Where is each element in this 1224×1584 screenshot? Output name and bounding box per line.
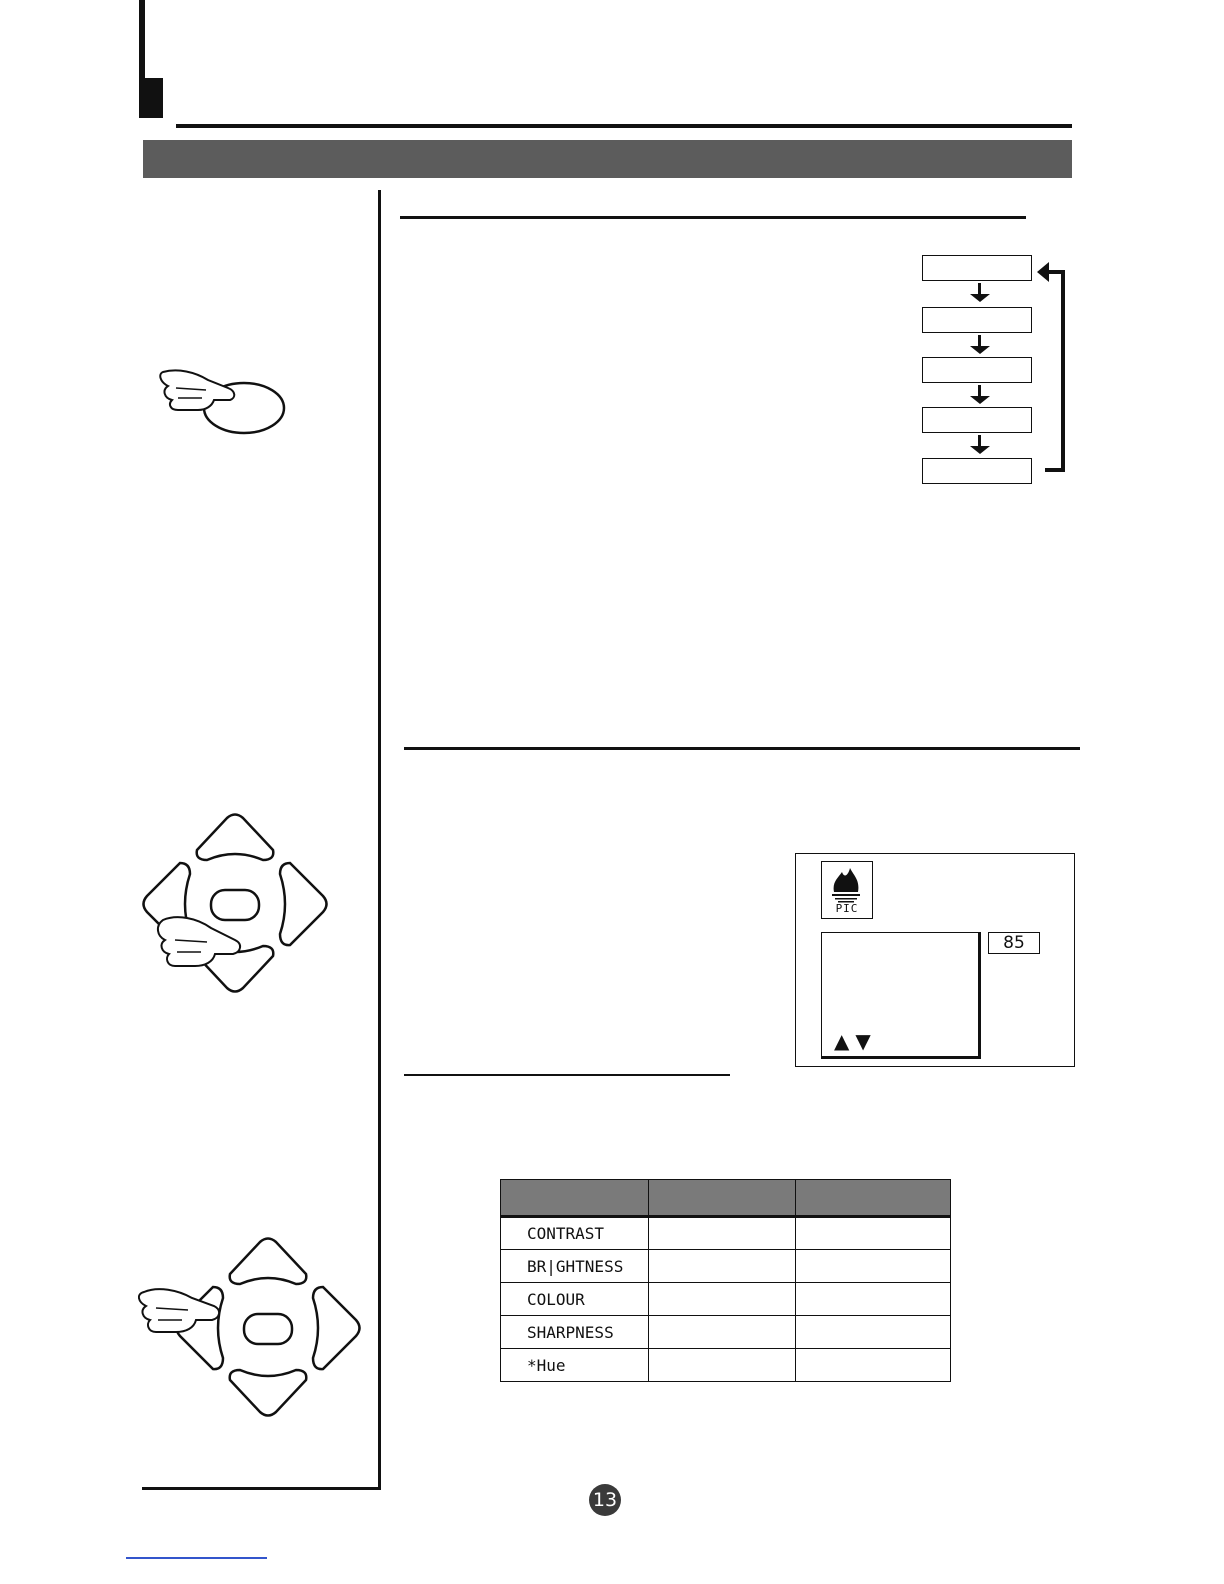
table-header-cell bbox=[649, 1180, 796, 1217]
table-cell bbox=[796, 1349, 951, 1382]
table-cell bbox=[796, 1217, 951, 1250]
up-down-arrows-icon: ▲▼ bbox=[834, 1029, 877, 1053]
down-arrows-icon bbox=[960, 280, 1000, 460]
table-row-label: *Hue bbox=[501, 1349, 649, 1382]
dpad-press-down-icon bbox=[135, 808, 340, 1003]
table-row bbox=[501, 1349, 951, 1382]
table-row bbox=[501, 1250, 951, 1283]
table-header-row bbox=[501, 1180, 951, 1217]
table-cell bbox=[649, 1250, 796, 1283]
sidebar-divider bbox=[378, 190, 381, 1490]
mode-box-5 bbox=[922, 458, 1032, 484]
table-cell bbox=[649, 1349, 796, 1382]
section-2-rule bbox=[404, 747, 1080, 750]
subsection-rule bbox=[404, 1074, 730, 1076]
table-row bbox=[501, 1217, 951, 1250]
picture-settings-table bbox=[500, 1179, 951, 1382]
osd-menu-list bbox=[821, 932, 981, 1059]
picture-icon bbox=[822, 864, 871, 904]
table-cell bbox=[796, 1316, 951, 1349]
osd-value-box: 85 bbox=[988, 932, 1040, 954]
table-cell bbox=[649, 1316, 796, 1349]
table-cell bbox=[649, 1283, 796, 1316]
section-title-band bbox=[143, 140, 1072, 178]
table-row-label: SHARPNESS bbox=[501, 1316, 649, 1349]
header-rule bbox=[176, 124, 1072, 128]
table-row-label: BR|GHTNESS bbox=[501, 1250, 649, 1283]
table-header-cell bbox=[501, 1180, 649, 1217]
loop-back-arrow-icon bbox=[1035, 258, 1075, 478]
sidebar-bottom-rule bbox=[142, 1487, 381, 1490]
table-cell bbox=[796, 1283, 951, 1316]
table-row bbox=[501, 1316, 951, 1349]
pic-menu-icon bbox=[821, 861, 873, 919]
section-1-rule bbox=[400, 216, 1026, 219]
dpad-press-left-icon bbox=[138, 1232, 370, 1424]
header-block-marker bbox=[139, 78, 163, 118]
table-row bbox=[501, 1283, 951, 1316]
table-header-cell bbox=[796, 1180, 951, 1217]
footer-link-underline[interactable] bbox=[126, 1557, 267, 1559]
hand-press-button-icon bbox=[150, 360, 300, 450]
table-row-label: COLOUR bbox=[501, 1283, 649, 1316]
table-cell bbox=[649, 1217, 796, 1250]
table-cell bbox=[796, 1250, 951, 1283]
mode-box-1 bbox=[922, 255, 1032, 281]
pic-label: PIC bbox=[835, 902, 859, 915]
page-number-badge: 13 bbox=[589, 1484, 621, 1516]
table-row-label: CONTRAST bbox=[501, 1217, 649, 1250]
